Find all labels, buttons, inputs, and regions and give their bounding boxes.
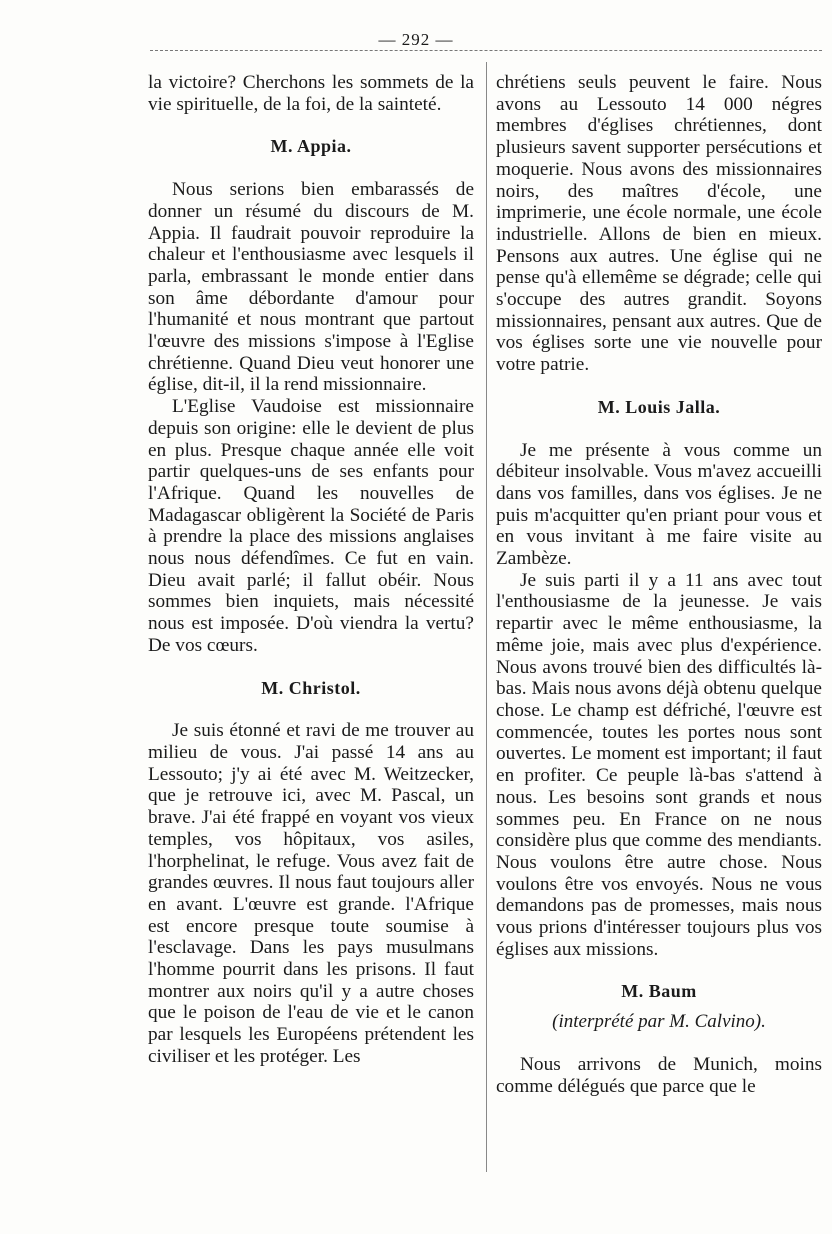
- header-rule: [150, 50, 822, 51]
- page-number: — 292 —: [378, 30, 454, 49]
- subheading-baum: (interprété par M. Calvino).: [552, 1011, 766, 1033]
- heading-jalla: M. Louis Jalla.: [597, 396, 721, 417]
- paragraph-appia-2: L'Eglise Vaudoise est missionnaire depuis son origine: elle le devient de plus en plus. Presque chaque année elle voit partir quelques-uns de ses enfants pour l'Afrique. Quand les nouvelles de Madagascar obligèrent la Société de Paris à prendre la place des missions anglaises nous nous défendîmes. Ce fut en vain. Dieu avait parlé; il fallut obéir. Nous sommes bien inquiets, mais nécessité nous est imposée. D'où viendra la vertu? De vos cœurs.: [148, 396, 474, 656]
- heading-appia: M. Appia.: [270, 136, 352, 157]
- left-column: [148, 72, 474, 1068]
- heading-christol: M. Christol.: [261, 677, 361, 698]
- right-column: [496, 72, 822, 1097]
- paragraph-appia-1: Nous serions bien embarassés de donner un résumé du discours de M. Appia. Il faudrait pouvoir reproduire la chaleur et l'enthousiasme avec lesquels il parla, embrassant le monde entier dans son âme débordante d'amour pour l'humanité et nous montrant que partout l'œuvre des missions s'impose à l'Eglise chrétienne. Quand Dieu veut honorer une église, dit-il, il la rend missionnaire.: [148, 179, 474, 396]
- paragraph-christol: Je suis étonné et ravi de me trouver au milieu de vous. J'ai passé 14 ans au Lessouto; j'y ai été avec M. Weitzecker, que je retrouve ici, avec M. Pascal, un brave. J'ai été frappé en voyant vos vieux temples, vos hôpitaux, vos asiles, l'horphelinat, le refuge. Vous avez fait de grandes œuvres. Il nous faut toujours aller en avant. L'œuvre est grande. l'Afrique est encore presque toute soumise à l'esclavage. Dans les pays musulmans l'homme pourrit dans les prisons. Il faut montrer aux noirs qu'il y a autre choses que le poison de l'eau de vie et le canon par lesquels les Européens prétendent les civiliser et les protéger. Les: [148, 720, 474, 1067]
- column-divider: [486, 62, 487, 1172]
- paragraph-jalla-2: Je suis parti il y a 11 ans avec tout l'enthousiasme de la jeunesse. Je vais repartir avec le même enthousiasme, la même joie, mais avec plus d'expérience. Nous avons trouvé bien des difficultés là-bas. Mais nous avons déjà obtenu quelque chose. Le champ est défriché, l'œuvre est commencée, toutes les portes nous sont ouvertes. Le moment est important; il faut en profiter. Ce peuple là-bas s'attend à nous. Les besoins sont grands et nous sommes peu. En France on ne nous considère plus que comme des mendiants. Nous voulons être autre chose. Nous voulons être vos envoyés. Nous ne vous demandons pas de promesses, mais nous vous prions d'intéresser toujours plus vos églises aux missions.: [496, 569, 822, 960]
- heading-baum: M. Baum: [621, 981, 697, 1002]
- paragraph-baum: Nous arrivons de Munich, moins comme délégués que parce que le: [496, 1053, 822, 1097]
- paragraph-continuation: la victoire? Cherchons les sommets de la vie spirituelle, de la foi, de la sainteté.: [148, 72, 474, 115]
- paragraph-jalla-1: Je me présente à vous comme un débiteur insolvable. Vous m'avez accueilli dans vos familles, dans vos églises. Je ne puis m'acquitter qu'en priant pour vous et en vous invitant à me faire visite au Zambèze.: [496, 439, 822, 570]
- paragraph-continuation-right: chrétiens seuls peuvent le faire. Nous avons au Lessouto 14 000 négres membres d'églises chrétiennes, dont plusieurs savent supporter persécutions et moquerie. Nous avons des missionnaires noirs, des maîtres d'école, une imprimerie, une école normale, une école industrielle. Allons de bien en mieux. Pensons aux autres. Une église qui ne pense qu'à ellemême se dégrade; celle qui s'occupe des autres grandit. Soyons missionnaires, pensant aux autres. Que de vos églises sorte une vie nouvelle pour votre patrie.: [496, 72, 822, 376]
